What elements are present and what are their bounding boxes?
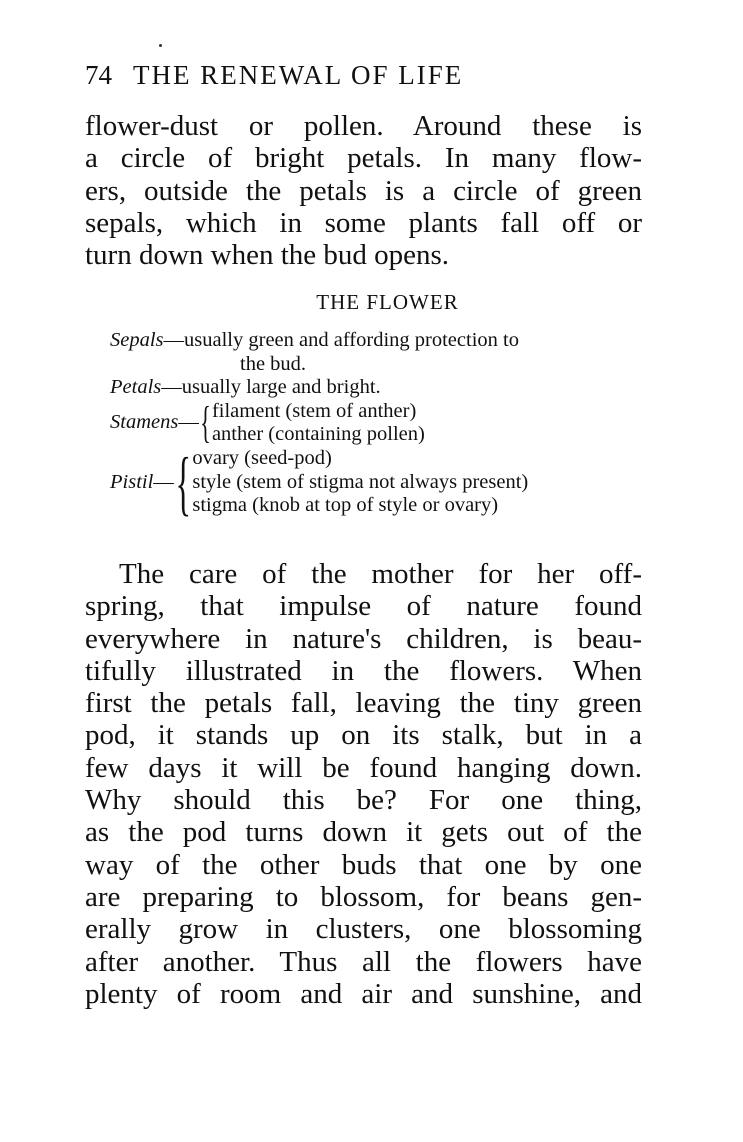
term-sepals: Sepals	[110, 329, 164, 351]
text-line: pod, it stands up on its stalk, but in a	[85, 719, 642, 752]
term-stamens: Stamens	[110, 411, 179, 434]
dash: —	[161, 376, 182, 398]
desc-sepals-cont: the bud.	[240, 352, 307, 375]
text-line: sepals, which in some plants fall off or	[85, 206, 642, 239]
row-stamens	[110, 400, 645, 447]
desc-sepals: usually green and affording protection to	[184, 329, 519, 351]
text-line: everywhere in nature's children, is beau-	[85, 622, 642, 655]
desc-petals: usually large and bright.	[181, 376, 381, 398]
text-line: tifully illustrated in the flowers. When	[85, 654, 642, 687]
text-line: The care of the mother for her off-	[119, 558, 642, 590]
dash: —	[163, 329, 185, 351]
text-line: ers, outside the petals is a circle of green	[85, 174, 642, 207]
brace-icon: {	[175, 442, 191, 523]
pistil-item: ovary (seed-pod)	[192, 447, 332, 470]
table-title: THE FLOWER	[316, 290, 459, 314]
row-petals	[110, 376, 645, 400]
page-number: 74	[85, 60, 112, 90]
pistil-item: stigma (knob at top of style or ovary)	[192, 494, 499, 517]
paragraph-1	[85, 110, 642, 271]
term-petals: Petals	[110, 376, 162, 398]
text-line: few days it will be found hanging down.	[85, 751, 642, 784]
text-line: are preparing to blossom, for beans gen-	[85, 880, 642, 913]
dash: —	[153, 470, 174, 493]
text-line: flower-dust or pollen. Around these is	[85, 110, 642, 142]
dash: —	[178, 411, 199, 434]
row-sepals	[110, 329, 645, 353]
text-line: first the petals fall, leaving the tiny green	[85, 687, 642, 720]
paragraph-2	[85, 558, 642, 1010]
stamens-item: filament (stem of anther)	[211, 399, 417, 422]
text-line: after another. Thus all the flowers have	[85, 945, 642, 978]
brace-icon: {	[200, 398, 211, 447]
text-line: turn down when the bud opens.	[85, 239, 450, 272]
flower-parts-table	[110, 290, 645, 523]
text-line: spring, that impulse of nature found	[85, 590, 642, 623]
page-header	[85, 60, 645, 91]
text-line: as the pod turns down it gets out of the	[85, 816, 642, 849]
stamens-item: anther (containing pollen)	[211, 423, 425, 445]
text-line: erally grow in clusters, one blossoming	[85, 913, 642, 946]
text-line: a circle of bright petals. In many flow-	[85, 142, 642, 175]
text-line: way of the other buds that one by one	[85, 848, 642, 881]
scan-speck	[159, 44, 162, 47]
text-line: plenty of room and air and sunshine, and	[85, 977, 642, 1010]
text-line: Why should this be? For one thing,	[85, 784, 642, 817]
running-title: THE RENEWAL OF LIFE	[133, 60, 464, 90]
term-pistil: Pistil	[110, 470, 154, 493]
row-pistil	[110, 442, 645, 523]
pistil-item: style (stem of stigma not always present)	[192, 470, 529, 493]
